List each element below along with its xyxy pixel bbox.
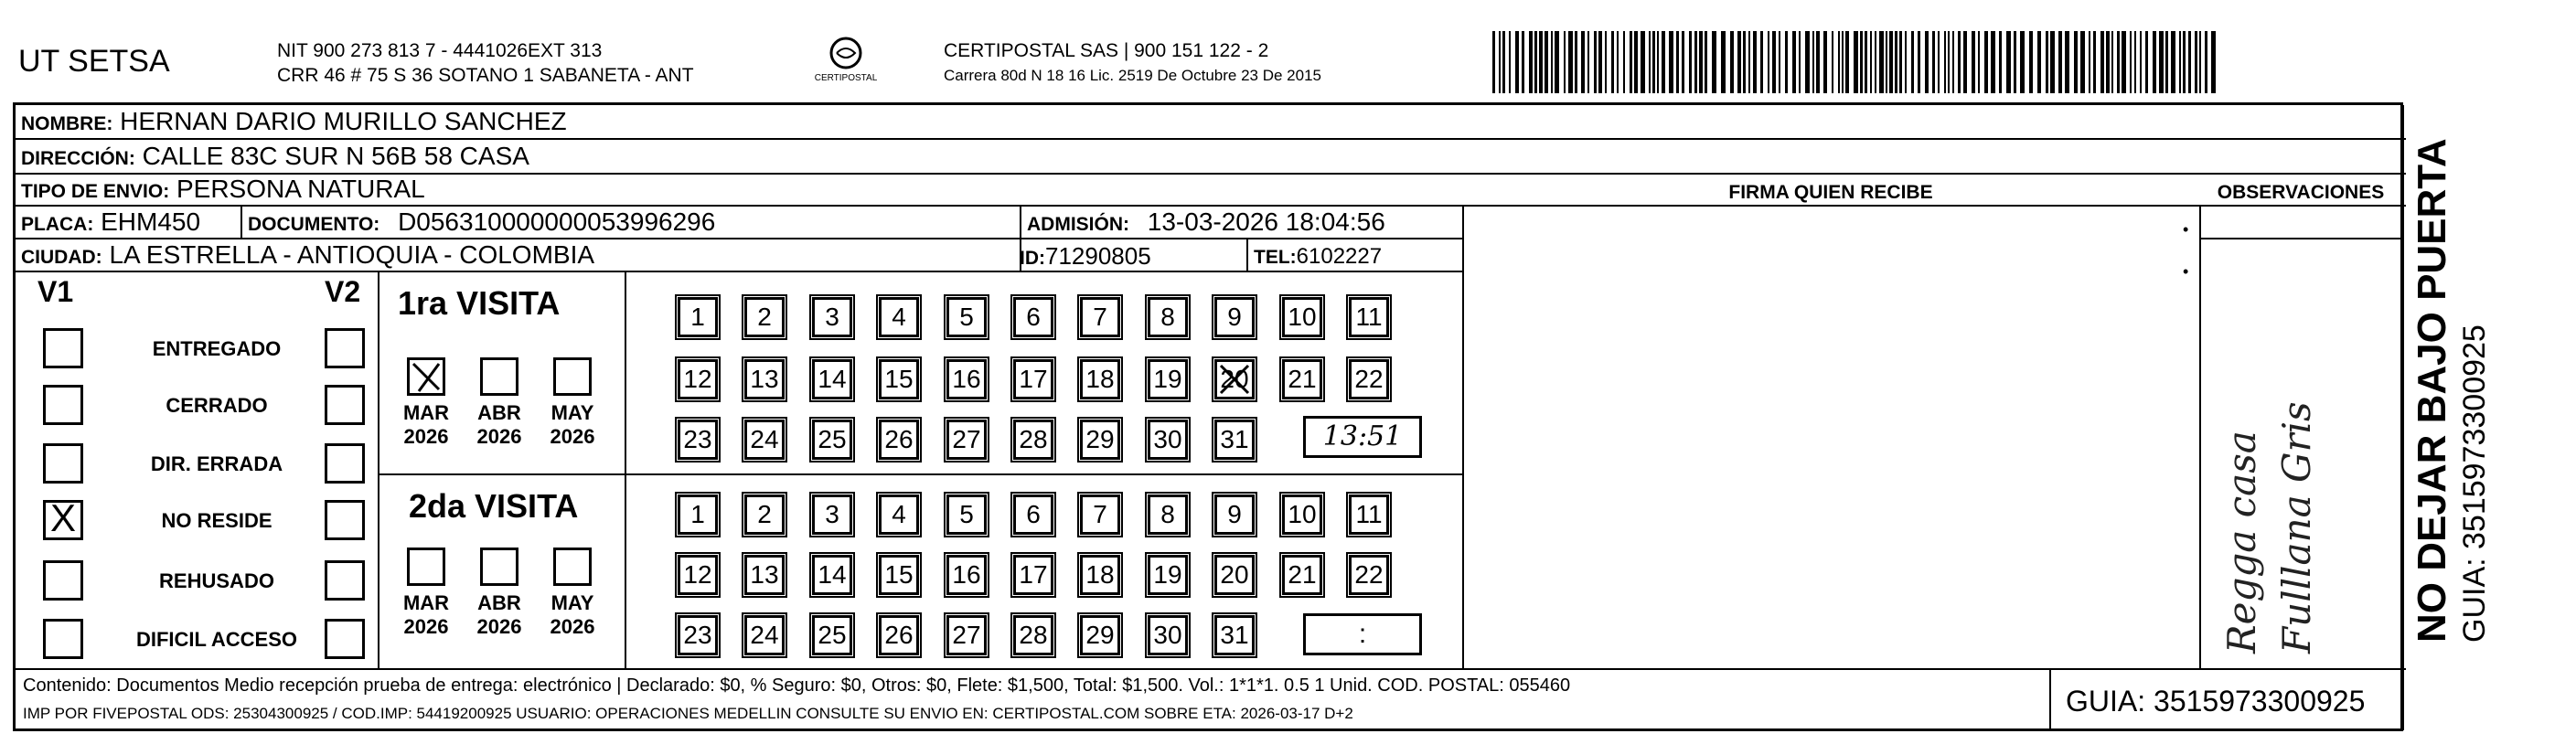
barcode-bar bbox=[1529, 31, 1533, 93]
barcode-bar bbox=[2058, 31, 2062, 93]
barcode-bar bbox=[2074, 31, 2078, 93]
barcode-bar bbox=[1984, 31, 1988, 93]
day-check-mark bbox=[1217, 362, 1252, 397]
visit1-day-26[interactable]: 26 bbox=[879, 420, 919, 460]
name-label: NOMBRE: bbox=[21, 113, 113, 134]
visit2-day-6[interactable]: 6 bbox=[1013, 494, 1053, 535]
barcode-bar bbox=[2130, 31, 2132, 93]
barcode-bar bbox=[2195, 31, 2197, 93]
barcode-bar bbox=[2037, 31, 2041, 93]
v2-checkbox-3[interactable] bbox=[325, 500, 365, 540]
month-year: 2026 bbox=[476, 425, 522, 448]
visit1-day-24[interactable]: 24 bbox=[744, 420, 785, 460]
barcode-bar bbox=[2179, 31, 2181, 93]
barcode-bar bbox=[1865, 31, 1867, 93]
barcode-bar bbox=[2100, 31, 2104, 93]
visit1-month-label bbox=[399, 401, 454, 449]
barcode-bar bbox=[1768, 31, 1769, 93]
barcode-bar bbox=[1581, 31, 1585, 93]
visit1-day-22[interactable]: 22 bbox=[1349, 359, 1389, 399]
barcode-bar bbox=[1551, 31, 1553, 93]
visit2-day-26[interactable]: 26 bbox=[879, 615, 919, 655]
visit1-day-18[interactable]: 18 bbox=[1080, 359, 1120, 399]
tel-label: TEL: bbox=[1254, 247, 1297, 268]
visit2-day-30[interactable]: 30 bbox=[1148, 615, 1188, 655]
barcode-bar bbox=[1502, 31, 1505, 93]
name-row bbox=[21, 107, 567, 136]
barcode-bar bbox=[1999, 31, 2002, 93]
barcode-bar bbox=[1657, 31, 1659, 93]
barcode-bar bbox=[1760, 31, 1763, 93]
visit2-month-label bbox=[545, 591, 600, 639]
city-label: CIUDAD: bbox=[21, 247, 102, 268]
barcode-bar bbox=[1772, 31, 1776, 93]
visit2-day-16[interactable]: 16 bbox=[946, 555, 987, 595]
visit1-day-3[interactable]: 3 bbox=[812, 297, 852, 337]
v2-checkbox-0[interactable] bbox=[325, 328, 365, 368]
document-label: DOCUMENTO: bbox=[248, 214, 380, 235]
barcode-bar bbox=[1879, 31, 1884, 93]
barcode-bar bbox=[1721, 31, 1726, 93]
plate-value: EHM450 bbox=[101, 207, 201, 236]
visit2-day-21[interactable]: 21 bbox=[1282, 555, 1322, 595]
admission-value: 13-03-2026 18:04:56 bbox=[1147, 207, 1385, 236]
certipostal-info bbox=[944, 38, 1321, 88]
visit1-day-25[interactable]: 25 bbox=[812, 420, 852, 460]
company-info bbox=[277, 38, 694, 88]
barcode-bar bbox=[2111, 31, 2113, 93]
barcode-bar bbox=[1753, 31, 1757, 93]
barcode-bar bbox=[1792, 31, 1796, 93]
visit2-month-box-0[interactable] bbox=[407, 548, 445, 586]
visit2-day-8[interactable]: 8 bbox=[1148, 494, 1188, 535]
barcode-bar bbox=[1555, 31, 1559, 93]
barcode-bar bbox=[2014, 31, 2016, 93]
visit1-day-27[interactable]: 27 bbox=[946, 420, 987, 460]
visit1-day-13[interactable]: 13 bbox=[744, 359, 785, 399]
visit1-day-9[interactable]: 9 bbox=[1214, 297, 1255, 337]
visit2-month-box-1[interactable] bbox=[480, 548, 518, 586]
barcode-bar bbox=[1886, 31, 1887, 93]
barcode-bar bbox=[1963, 31, 1967, 93]
visit1-day-16[interactable]: 16 bbox=[946, 359, 987, 399]
barcode-bar bbox=[1816, 31, 1820, 93]
barcode-bar bbox=[1699, 31, 1703, 93]
tel-row bbox=[1254, 244, 1382, 270]
barcode-bar bbox=[1948, 31, 1950, 93]
visit1-month-label bbox=[545, 401, 600, 449]
barcode-bar bbox=[2145, 31, 2148, 93]
v1-header: V1 bbox=[37, 275, 74, 308]
barcode-bar bbox=[1587, 31, 1589, 93]
visit2-day-14[interactable]: 14 bbox=[812, 555, 852, 595]
delivery-form bbox=[13, 102, 2492, 731]
visit1-day-7[interactable]: 7 bbox=[1080, 297, 1120, 337]
barcode-bar bbox=[2050, 31, 2055, 93]
barcode-bar bbox=[1842, 31, 1844, 93]
visit2-day-15[interactable]: 15 bbox=[879, 555, 919, 595]
footer-content-line: Contenido: Documentos Medio recepción prueba de entrega: electrónico | Declarado: $0, % Seguro: $0, Otros: $0, Flete: $1,500, Total: $1,500. Vol.: 1*1*1. 0.5 1 Unid. COD. POSTAL: 055460 bbox=[23, 675, 1571, 696]
barcode-bar bbox=[2065, 31, 2069, 93]
visit2-day-17[interactable]: 17 bbox=[1013, 555, 1053, 595]
barcode-bar bbox=[1905, 31, 1907, 93]
month-name: MAR bbox=[402, 401, 450, 424]
barcode-bar bbox=[1845, 31, 1849, 93]
barcode-bar bbox=[2140, 31, 2142, 93]
month-check-mark bbox=[410, 360, 443, 393]
barcode-bar bbox=[1598, 31, 1602, 93]
barcode-bar bbox=[1705, 31, 1707, 93]
v1-checkbox-0[interactable] bbox=[43, 328, 83, 368]
visit1-hour[interactable]: 13:51 bbox=[1303, 416, 1422, 458]
footer-print-line: IMP POR FIVEPOSTAL ODS: 25304300925 / COD.IMP: 54419200925 USUARIO: OPERACIONES MEDELLIN CONSULTE SU ENVIO EN: CERTIPOSTAL.COM SOBRE ETA: 2026-03-17 D+2 bbox=[23, 705, 1353, 722]
visit1-month-box-0[interactable] bbox=[407, 357, 445, 396]
status-label: DIFICIL ACCESO bbox=[135, 628, 297, 651]
recipient-name: HERNAN DARIO MURILLO SANCHEZ bbox=[120, 107, 567, 135]
visit2-day-23[interactable]: 23 bbox=[678, 615, 718, 655]
shipment-type: PERSONA NATURAL bbox=[176, 175, 425, 203]
barcode-bar bbox=[1539, 31, 1543, 93]
barcode-bar bbox=[1932, 31, 1935, 93]
v1-checkbox-2[interactable] bbox=[43, 443, 83, 484]
visit1-day-20[interactable]: 20 bbox=[1214, 359, 1255, 399]
visit2-day-31[interactable]: 31 bbox=[1214, 615, 1255, 655]
cert-line-1: CERTIPOSTAL SAS | 900 151 122 - 2 bbox=[944, 40, 1269, 61]
visit1-day-28[interactable]: 28 bbox=[1013, 420, 1053, 460]
barcode-bar bbox=[1889, 31, 1893, 93]
visit2-day-20[interactable]: 20 bbox=[1214, 555, 1255, 595]
shipment-type-label: TIPO DE ENVIO: bbox=[21, 181, 170, 202]
cert-line-2: Carrera 80d N 18 16 Lic. 2519 De Octubre 23 De 2015 bbox=[944, 67, 1321, 84]
barcode-bar bbox=[1823, 31, 1827, 93]
barcode-bar bbox=[2080, 31, 2085, 93]
barcode-bar bbox=[1689, 31, 1692, 93]
barcode-bar bbox=[1854, 31, 1858, 93]
visit1-day-10[interactable]: 10 bbox=[1282, 297, 1322, 337]
visit1-day-6[interactable]: 6 bbox=[1013, 297, 1053, 337]
v1-check-mark: X bbox=[49, 496, 76, 539]
barcode-bar bbox=[1509, 31, 1511, 93]
v1-checkbox-4[interactable] bbox=[43, 560, 83, 601]
signature-column-title: FIRMA QUIEN RECIBE bbox=[1728, 182, 1933, 203]
visit1-day-11[interactable]: 11 bbox=[1349, 297, 1389, 337]
barcode-bar bbox=[2188, 31, 2191, 93]
city-row bbox=[21, 240, 594, 270]
visit1-day-5[interactable]: 5 bbox=[946, 297, 987, 337]
visit1-day-2[interactable]: 2 bbox=[744, 297, 785, 337]
visit2-month-box-2[interactable] bbox=[553, 548, 592, 586]
signature-dot-1: • bbox=[2183, 220, 2189, 239]
visit2-day-9[interactable]: 9 bbox=[1214, 494, 1255, 535]
barcode-bar bbox=[2093, 31, 2096, 93]
visit2-day-19[interactable]: 19 bbox=[1148, 555, 1188, 595]
visit2-day-28[interactable]: 28 bbox=[1013, 615, 1053, 655]
barcode-bar bbox=[2006, 31, 2011, 93]
barcode-bar bbox=[1870, 31, 1872, 93]
barcode-bar bbox=[2122, 31, 2126, 93]
barcode-bar bbox=[1799, 31, 1801, 93]
barcode-bar bbox=[1676, 31, 1679, 93]
visit2-day-12[interactable]: 12 bbox=[678, 555, 718, 595]
visit1-day-8[interactable]: 8 bbox=[1148, 297, 1188, 337]
status-label: DIR. ERRADA bbox=[150, 452, 283, 475]
barcode-bar bbox=[1748, 31, 1750, 93]
barcode-bar bbox=[1805, 31, 1810, 93]
company-name: UT SETSA bbox=[18, 44, 170, 79]
barcode-bar bbox=[1779, 31, 1780, 93]
barcode-bar bbox=[2171, 31, 2175, 93]
visit2-month-label bbox=[472, 591, 527, 639]
logo-text: CERTIPOSTAL bbox=[814, 73, 878, 83]
barcode-bar bbox=[1568, 31, 1573, 93]
visit1-day-4[interactable]: 4 bbox=[879, 297, 919, 337]
visit1-day-23[interactable]: 23 bbox=[678, 420, 718, 460]
tel-value: 6102227 bbox=[1296, 244, 1383, 269]
address-label: DIRECCIÓN: bbox=[21, 148, 135, 169]
barcode bbox=[1492, 31, 2224, 93]
visit1-day-14[interactable]: 14 bbox=[812, 359, 852, 399]
visit2-day-11[interactable]: 11 bbox=[1349, 494, 1389, 535]
month-year: 2026 bbox=[403, 615, 449, 638]
barcode-bar bbox=[1515, 31, 1519, 93]
visit2-day-7[interactable]: 7 bbox=[1080, 494, 1120, 535]
barcode-bar bbox=[1958, 31, 1961, 93]
visit2-month-label bbox=[399, 591, 454, 639]
visit1-day-21[interactable]: 21 bbox=[1282, 359, 1322, 399]
visit1-day-17[interactable]: 17 bbox=[1013, 359, 1053, 399]
visit2-day-24[interactable]: 24 bbox=[744, 615, 785, 655]
barcode-bar bbox=[1899, 31, 1902, 93]
certipostal-logo bbox=[809, 33, 882, 91]
barcode-bar bbox=[1812, 31, 1814, 93]
status-label: ENTREGADO bbox=[152, 337, 282, 360]
shipment-type-row bbox=[21, 175, 425, 204]
city-value: LA ESTRELLA - ANTIOQUIA - COLOMBIA bbox=[109, 240, 595, 269]
month-name: MAY bbox=[550, 591, 594, 614]
barcode-bar bbox=[1534, 31, 1537, 93]
visit1-day-31[interactable]: 31 bbox=[1214, 420, 1255, 460]
observation-handwriting-2: Fulllana Gris bbox=[2274, 401, 2319, 654]
status-label: NO RESIDE bbox=[161, 509, 273, 532]
visit1-day-12[interactable]: 12 bbox=[678, 359, 718, 399]
visit2-hour[interactable]: : bbox=[1303, 613, 1422, 655]
signature-dot-2: • bbox=[2183, 262, 2189, 281]
month-year: 2026 bbox=[550, 615, 595, 638]
id-label: ID: bbox=[1020, 248, 1045, 269]
barcode-bar bbox=[2205, 31, 2207, 93]
barcode-bar bbox=[2165, 31, 2168, 93]
barcode-bar bbox=[1499, 31, 1501, 93]
visit2-day-2[interactable]: 2 bbox=[744, 494, 785, 535]
visit1-title: 1ra VISITA bbox=[398, 284, 561, 322]
v2-header: V2 bbox=[325, 275, 361, 308]
barcode-bar bbox=[1652, 31, 1655, 93]
admission-row bbox=[1027, 207, 1385, 237]
visit2-day-22[interactable]: 22 bbox=[1349, 555, 1389, 595]
barcode-bar bbox=[2089, 31, 2090, 93]
barcode-bar bbox=[1545, 31, 1548, 93]
barcode-bar bbox=[1991, 31, 1995, 93]
visit2-title: 2da VISITA bbox=[409, 487, 579, 525]
barcode-bar bbox=[1594, 31, 1597, 93]
barcode-bar bbox=[2106, 31, 2110, 93]
barcode-bar bbox=[1832, 31, 1833, 93]
barcode-bar bbox=[1712, 31, 1716, 93]
side-guia: GUIA: 3515973300925 bbox=[2457, 324, 2492, 643]
barcode-bar bbox=[1575, 31, 1577, 93]
observation-handwriting-1: Regga casa bbox=[2219, 431, 2264, 654]
barcode-bar bbox=[1522, 31, 1524, 93]
admission-label: ADMISIÓN: bbox=[1027, 214, 1129, 235]
document-value: D056310000000053996296 bbox=[398, 207, 716, 236]
month-name: ABR bbox=[477, 401, 521, 424]
barcode-bar bbox=[1972, 31, 1975, 93]
status-label: REHUSADO bbox=[159, 569, 274, 592]
visit1-month-label bbox=[472, 401, 527, 449]
month-year: 2026 bbox=[550, 425, 595, 448]
barcode-bar bbox=[2020, 31, 2025, 93]
v2-checkbox-5[interactable] bbox=[325, 619, 365, 659]
address-line: CRR 46 # 75 S 36 SOTANO 1 SABANETA - ANT bbox=[277, 65, 694, 86]
barcode-bar bbox=[1743, 31, 1746, 93]
barcode-bar bbox=[1694, 31, 1697, 93]
recipient-address: CALLE 83C SUR N 56B 58 CASA bbox=[142, 142, 529, 170]
id-value: 71290805 bbox=[1045, 242, 1151, 270]
plate-row bbox=[21, 207, 200, 237]
barcode-bar bbox=[1860, 31, 1863, 93]
visit1-day-29[interactable]: 29 bbox=[1080, 420, 1120, 460]
visit2-day-5[interactable]: 5 bbox=[946, 494, 987, 535]
barcode-bar bbox=[1730, 31, 1734, 93]
barcode-bar bbox=[2199, 31, 2201, 93]
visit1-month-box-2[interactable] bbox=[553, 357, 592, 396]
v1-checkbox-5[interactable] bbox=[43, 619, 83, 659]
visit1-day-19[interactable]: 19 bbox=[1148, 359, 1188, 399]
visit2-day-29[interactable]: 29 bbox=[1080, 615, 1120, 655]
barcode-bar bbox=[2046, 31, 2048, 93]
month-year: 2026 bbox=[476, 615, 522, 638]
side-warning: NO DEJAR BAJO PUERTA bbox=[2410, 138, 2454, 643]
barcode-bar bbox=[2134, 31, 2136, 93]
barcode-bar bbox=[1669, 31, 1673, 93]
barcode-bar bbox=[2117, 31, 2120, 93]
barcode-bar bbox=[2211, 31, 2216, 93]
barcode-bar bbox=[1925, 31, 1929, 93]
barcode-bar bbox=[2029, 31, 2033, 93]
visit2-day-18[interactable]: 18 bbox=[1080, 555, 1120, 595]
nit-line: NIT 900 273 813 7 - 4441026EXT 313 bbox=[277, 40, 603, 61]
barcode-bar bbox=[1564, 31, 1566, 93]
plate-label: PLACA: bbox=[21, 214, 94, 235]
v2-checkbox-4[interactable] bbox=[325, 560, 365, 601]
visit2-day-25[interactable]: 25 bbox=[812, 615, 852, 655]
barcode-bar bbox=[1895, 31, 1897, 93]
visit2-day-1[interactable]: 1 bbox=[678, 494, 718, 535]
barcode-bar bbox=[1641, 31, 1645, 93]
barcode-bar bbox=[1662, 31, 1665, 93]
visit2-day-4[interactable]: 4 bbox=[879, 494, 919, 535]
observations-column-title: OBSERVACIONES bbox=[2217, 182, 2385, 203]
visit1-day-15[interactable]: 15 bbox=[879, 359, 919, 399]
barcode-bar bbox=[2159, 31, 2164, 93]
visit1-day-1[interactable]: 1 bbox=[678, 297, 718, 337]
barcode-bar bbox=[1605, 31, 1607, 93]
address-row bbox=[21, 142, 529, 171]
month-name: MAR bbox=[402, 591, 450, 614]
barcode-bar bbox=[1611, 31, 1614, 93]
barcode-bar bbox=[1918, 31, 1920, 93]
visit2-day-27[interactable]: 27 bbox=[946, 615, 987, 655]
barcode-bar bbox=[1623, 31, 1625, 93]
barcode-bar bbox=[1944, 31, 1946, 93]
barcode-bar bbox=[1630, 31, 1632, 93]
month-name: MAY bbox=[550, 401, 594, 424]
visit1-month-box-1[interactable] bbox=[480, 357, 518, 396]
visit2-day-3[interactable]: 3 bbox=[812, 494, 852, 535]
barcode-bar bbox=[1737, 31, 1741, 93]
barcode-bar bbox=[1785, 31, 1788, 93]
barcode-bar bbox=[1492, 31, 1495, 93]
month-name: ABR bbox=[477, 591, 521, 614]
status-label: CERRADO bbox=[166, 394, 268, 417]
v1-checkbox-1[interactable] bbox=[43, 385, 83, 425]
barcode-bar bbox=[1938, 31, 1940, 93]
footer-guia: GUIA: 3515973300925 bbox=[2066, 685, 2366, 718]
barcode-bar bbox=[1634, 31, 1638, 93]
barcode-bar bbox=[1617, 31, 1619, 93]
id-row bbox=[1020, 242, 1151, 271]
document-row bbox=[248, 207, 715, 237]
visit1-day-30[interactable]: 30 bbox=[1148, 420, 1188, 460]
visit2-day-10[interactable]: 10 bbox=[1282, 494, 1322, 535]
v2-checkbox-1[interactable] bbox=[325, 385, 365, 425]
barcode-bar bbox=[2183, 31, 2186, 93]
barcode-bar bbox=[1952, 31, 1954, 93]
barcode-bar bbox=[1649, 31, 1651, 93]
v1-checkbox-3[interactable] bbox=[43, 496, 83, 540]
visit2-day-13[interactable]: 13 bbox=[744, 555, 785, 595]
barcode-bar bbox=[1978, 31, 1980, 93]
barcode-bar bbox=[1911, 31, 1914, 93]
barcode-bar bbox=[2153, 31, 2156, 93]
month-year: 2026 bbox=[403, 425, 449, 448]
barcode-bar bbox=[1875, 31, 1876, 93]
barcode-bar bbox=[1682, 31, 1684, 93]
v2-checkbox-2[interactable] bbox=[325, 443, 365, 484]
barcode-bar bbox=[1838, 31, 1840, 93]
